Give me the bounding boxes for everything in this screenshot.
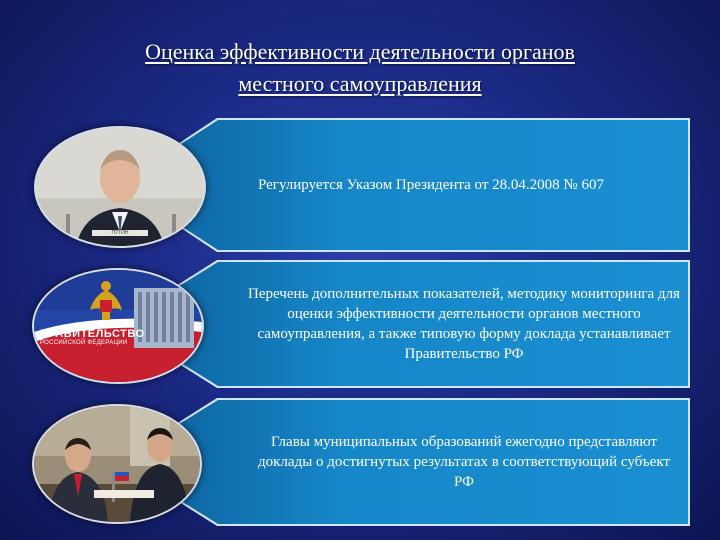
portrait-image — [36, 128, 204, 246]
government-emblem-photo — [32, 268, 204, 384]
meeting-photo — [32, 404, 202, 524]
government-label-main: ПРАВИТЕЛЬСТВО — [40, 328, 145, 340]
title-line-1: Оценка эффективности деятельности органов — [145, 39, 575, 64]
government-image — [34, 270, 202, 382]
title-line-2: местного самоуправления — [238, 71, 482, 96]
info-text: Регулируется Указом Президента от 28.04.2008 № 607 — [258, 177, 604, 193]
info-row-government — [0, 262, 720, 386]
info-text: Перечень дополнительных показателей, методику мониторинга для оценки эффективности деятельности органов местного самоуправления, а также типовую форму доклада устанавливает Правительство РФ — [248, 286, 680, 362]
government-label-sub: РОССИЙСКОЙ ФЕДЕРАЦИИ — [40, 340, 128, 346]
portrait-caption: ПУТИН — [92, 230, 148, 236]
portrait-photo — [34, 126, 206, 248]
info-row-reports — [0, 400, 720, 524]
meeting-image — [34, 406, 200, 522]
page-title — [0, 36, 720, 100]
info-row-decree — [0, 120, 720, 250]
government-label — [40, 328, 145, 346]
info-text: Главы муниципальных образований ежегодно представляют доклады о достигнутых результатах в соответствующий субъект РФ — [258, 434, 670, 490]
